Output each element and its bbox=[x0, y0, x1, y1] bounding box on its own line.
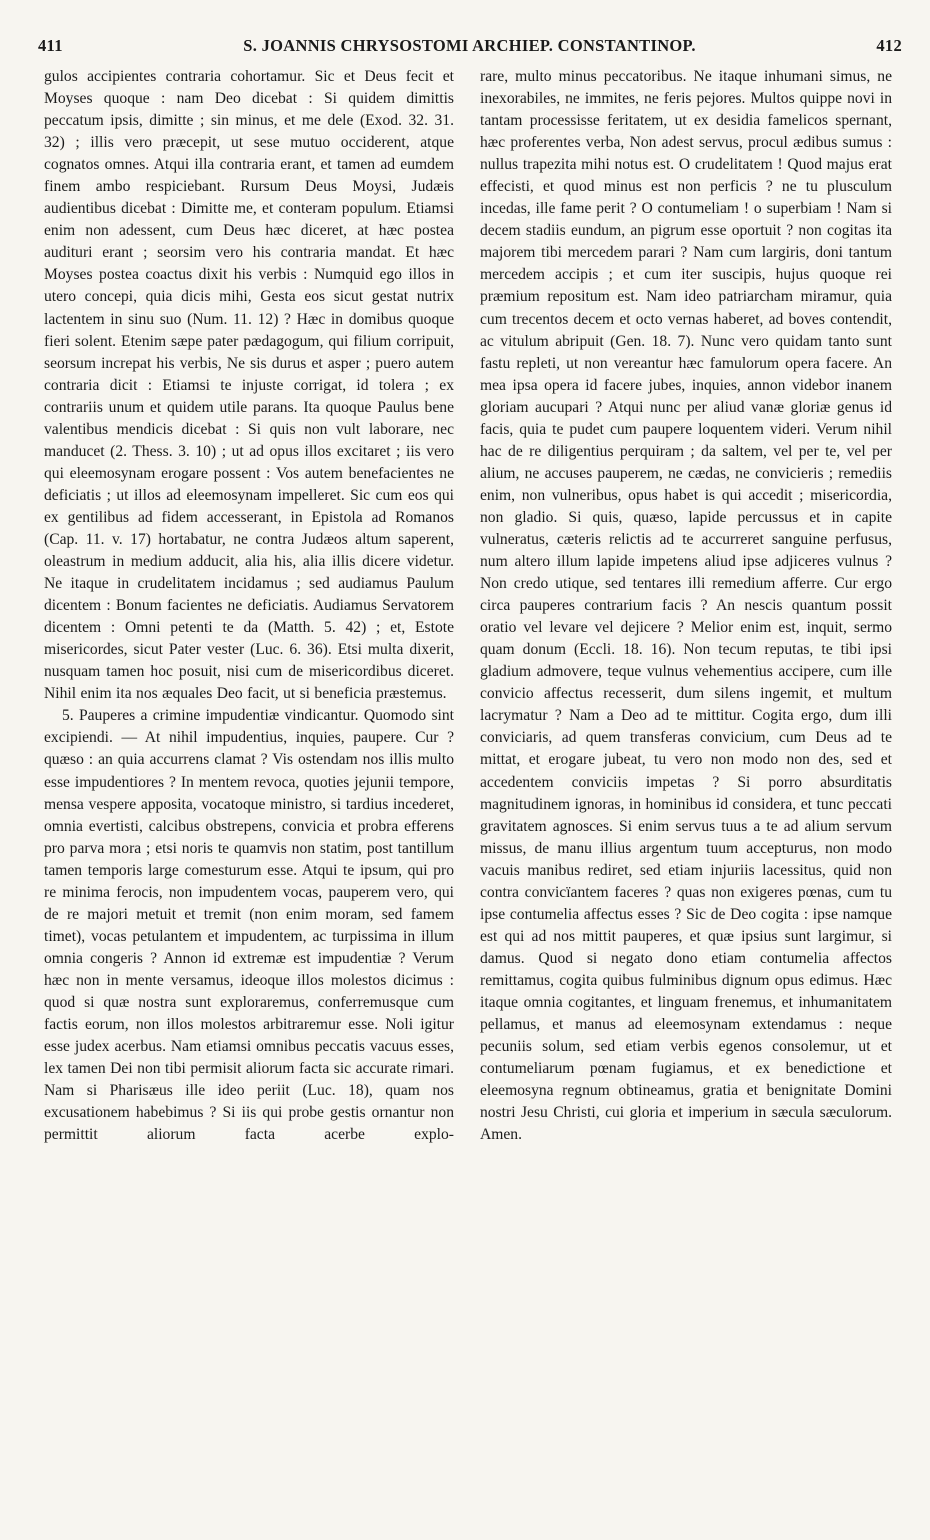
running-header bbox=[38, 34, 902, 58]
paragraph: gulos accipientes contraria cohortamur. Sic et Deus fecit et Moyses quoque : nam Deo dicebat : Si quidem dimittis peccatum ipsis, dimitte ; sin minus, et me dele (Exod. 32. 31. 32) ; illis vero præcepit, ut sese mutuo occiderent, atque cognatos omnes. Atqui illa contraria erant, et tamen ad eumdem finem ambo respiciebant. Rursum Deus Moysi, Judæis audientibus dicebat : Dimitte me, et conteram populum. Etiamsi enim non adessent, cum Deus hæc diceret, at hæc postea audituri erant ; seorsim vero his contraria mandat. Et hæc Moyses postea coactus dixit his verbis : Numquid ego illos in utero concepi, quia dicis mihi, Gesta eos sicut gestat nutrix lactentem in sinu suo (Num. 11. 12) ? Hæc in domibus quoque fieri solent. Etenim sæpe pater pædagogum, qui filium corripuit, seorsum increpat his verbis, Ne sis durus et asper ; puero autem contraria dicit : Etiamsi te injuste corrigat, id tolera ; ex contrariis unum et quidem utile parans. Ita quoque Paulus bene valentibus mendicis dicebat : Si quis non vult laborare, nec manducet (2. Thess. 3. 10) ; ut ad opus illos excitaret ; iis vero qui eleemosynam erogare possent : Vos autem benefacientes ne deficiatis ; ut illos ad eleemosynam impelleret. Sic cum eos qui ex gentilibus ad fidem accesserant, in Epistola ad Romanos (Cap. 11. v. 17) hortabatur, ne contra Judæos altum saperent, oleastrum in medium adducit, alia his, alia illis dicere videtur. Ne itaque in crudelitatem incidamus ; sed audiamus Paulum dicentem : Bonum facientes ne deficiatis. Audiamus Servatorem dicentem : Omni petenti te da (Matth. 5. 42) ; et, Estote misericordes, sicut Pater vester (Luc. 6. 36). Etsi multa dixerit, nusquam tamen hoc posuit, nisi cum de misericordibus diceret. Nihil enim ita nos æquales Deo facit, ut si beneficia præstemus. bbox=[44, 68, 454, 703]
right-column bbox=[480, 66, 892, 1146]
paragraph: rare, multo minus peccatoribus. Ne itaque inhumani simus, ne inexorabiles, ne immites, ne feris pejores. Multos quippe novi in tantam processisse feritatem, ut ex desidia famelicos spernant, hæc proferentes verba, Non adest servus, procul ædibus sumus : nullus trapezita mihi notus est. O crudelitatem ! Quod majus erat effecisti, et quod minus est non perficis ? ne tu plusculum incedas, ille fame perit ? O contumeliam ! o superbiam ! Nam si decem stadiis eundum, an pigrum esse oportuit ? non cogitas ita majorem tibi mercedem parari ? Nam cum largiris, doni tantum mercedem accipis ; et cum iter suscipis, hujus quoque rei præmium repositum est. Nam ideo patriarcham miramur, quia cum trecentos decem et octo vernas haberet, ad boves contendit, ac vitulum abripuit (Gen. 18. 7). Nunc vero quidam tanto sunt fastu repleti, ut non vereantur hæc famulorum opera facere. An mea ipsa opera id facere jubes, inquies, annon videbor inanem gloriam aucupari ? Atqui nunc per aliud vanæ gloriæ genus id facis, quia te pudet cum paupere loquentem videri. Verum nihil hac de re diligentius perquiram ; da saltem, vel per te, vel per alium, ne accuses pauperem, ne cædas, ne convicieris ; remediis enim, non vulneribus, opus habet is qui accedit ; misericordia, non gladio. Si quis, quæso, lapide percussus et in capite vulneratus, cæteris relictis ad te accurreret sanguine perfusus, num altero illum lapide impetens aliud ipse adjiceres vulnus ? Non credo utique, sed tentares illi remedium afferre. Cur ergo circa pauperes contrarium facis ? An nescis quantum possit oratio vel levare vel dejicere ? Melior enim est, inquit, sermo quam donum (Eccli. 18. 16). Non tecum reputas, te tibi ipsi gladium admovere, teque vulnus vehementius accipere, cum ille convicio affectus recesserit, dum silens ingemit, et multum lacrymatur ? Nam a Deo ad te mittitur. Cogita ergo, dum illi conviciaris, ad quem transferas convicium, cum Deus ad te mittat, et erogare jubeat, tu vero non modo non des, sed et accedentem conviciis impetas ? Si porro absurditatis magnitudinem ignoras, in hominibus id considera, et tunc peccati gravitatem agnosces. Si enim servus tuus a te ad alium servum missus, de manu illius argentum tuum accepturus, non modo vacuis manibus rediret, sed etiam injuriis lacessitus, quid non contra convicïantem faceres ? quas non exigeres pœnas, cum tu ipse contumelia affectus esses ? Sic de Deo cogita : ipse namque est qui ad nos mittit pauperes, et quæ ipsius sunt largimur, si damus. Quod si negato dono etiam contumelia affectos remittamus, cogita quibus fulminibus dignum opus edimus. Hæc itaque omnia cogitantes, et linguam frenemus, et inhumanitatem pellamus, et manus ad eleemosynam extendamus : neque pecuniis solum, sed etiam verbis egenos consolemur, ut et contumeliarum pœnam fugiamus, et ex benedictione et eleemosyna regnum obtineamus, gratia et benignitate Domini nostri Jesu Christi, cui gloria et imperium in sæcula sæculorum. Amen. bbox=[480, 68, 892, 1144]
running-title: S. JOANNIS CHRYSOSTOMI ARCHIEP. CONSTANTINOP. bbox=[243, 36, 696, 55]
page-number-left: 411 bbox=[38, 36, 63, 55]
left-column bbox=[44, 66, 454, 1146]
paragraph: 5. Pauperes a crimine impudentiæ vindicantur. Quomodo sint excipiendi. — At nihil impudentius, inquies, paupere. Cur ? quæso : an quia accurrens clamat ? Vis ostendam nos illis multo esse impudentiores ? In mentem revoca, quoties jejunii tempore, mensa vespere apposita, vocatoque ministro, si tardius incederet, omnia evertisti, calcibus obstrepens, convicia et probra efferens pro parva mora ; etsi noris te quamvis non statim, post tantillum tamen temporis large comesturum esse. Atqui te ipsum, qui pro re minima ferocis, non impudentem vocas, pauperem vero, qui de re majori metuit et tremit (non enim moram, sed famem timet), vocas petulantem et impudentem, ac turpissima in illum omnia congeris ? Annon id extremæ est impudentiæ ? Verum hæc non in mente versamus, ideoque illos molestos dicimus : quod si quæ nostra sunt exploraremus, conferremusque cum factis eorum, non illos molestos arbitraremur esse. Noli igitur esse judex acerbus. Nam etiamsi omnibus peccatis vacuus esses, lex tamen Dei non tibi permisit aliorum facta sic accurate rimari. Nam si Pharisæus ille ideo periit (Luc. 18), quam nos excusationem habebimus ? Si iis qui probe gestis ornantur non permittit aliorum facta acerbe explo- bbox=[44, 707, 454, 1144]
page-number-right: 412 bbox=[876, 36, 902, 55]
